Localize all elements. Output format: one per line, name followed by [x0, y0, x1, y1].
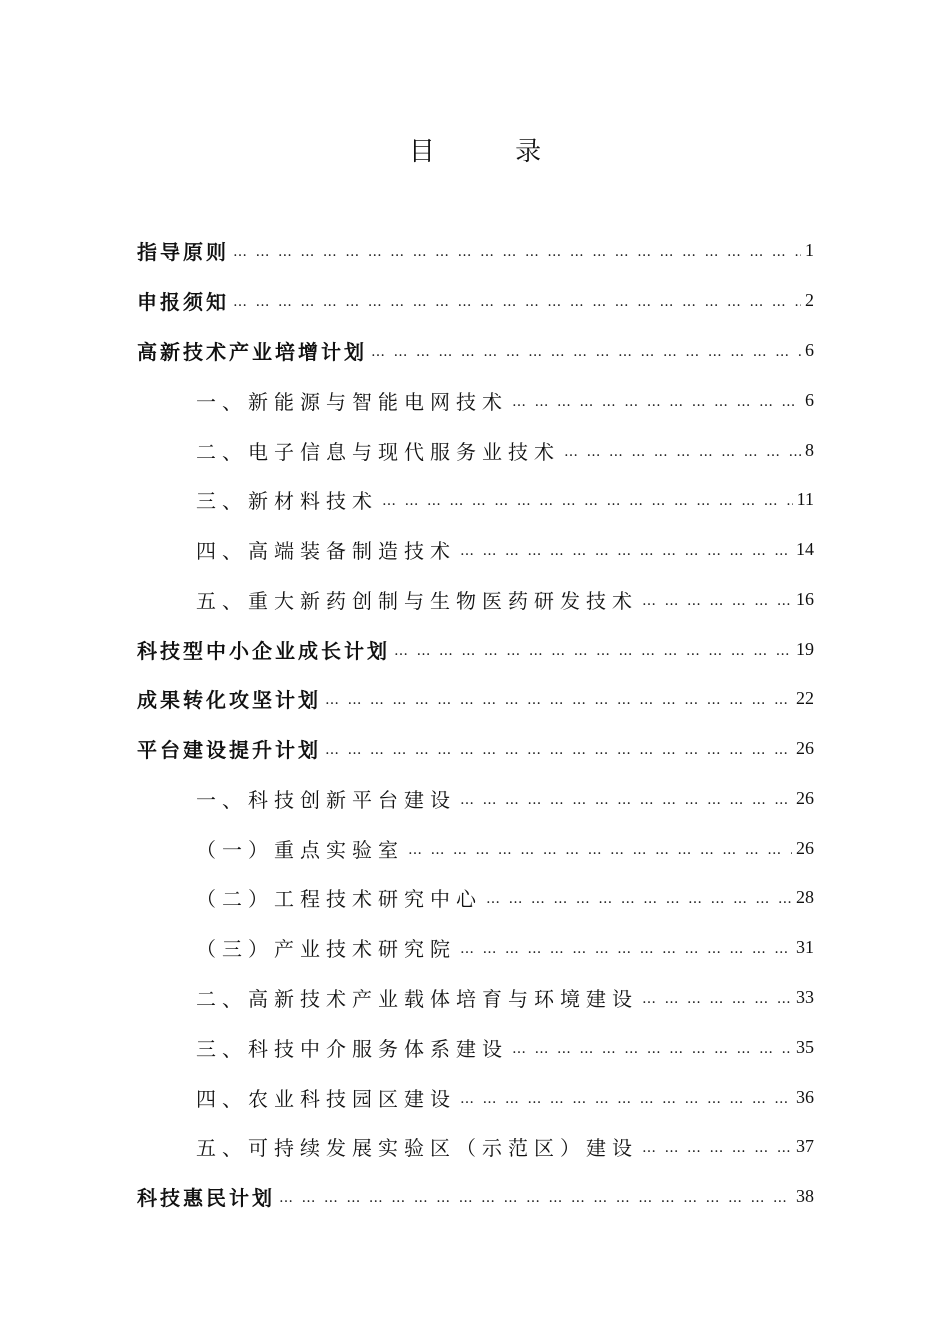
toc-page-number: 6 [805, 389, 814, 410]
toc-entry-label: 四、高端装备制造技术 [196, 538, 456, 563]
dot-leader [325, 742, 792, 758]
toc-entry-label: 四、农业科技园区建设 [196, 1086, 456, 1111]
toc-entry[interactable] [196, 1030, 814, 1064]
dot-leader [460, 941, 792, 957]
toc-entry[interactable] [137, 681, 814, 715]
toc-page-number: 26 [796, 837, 814, 858]
dot-leader [512, 394, 801, 410]
toc-entry[interactable] [196, 433, 814, 467]
toc-entry-label: 二、高新技术产业载体培育与环境建设 [196, 986, 638, 1011]
toc-entry-label: 高新技术产业培增计划 [137, 339, 367, 364]
dot-leader [460, 792, 792, 808]
toc-page-number: 19 [796, 638, 814, 659]
dot-leader [512, 1041, 792, 1057]
dot-leader [642, 1140, 792, 1156]
toc-entry[interactable] [196, 930, 814, 964]
dot-leader [486, 891, 792, 907]
dot-leader [642, 991, 792, 1007]
toc-entry[interactable] [137, 731, 814, 765]
toc-entry[interactable] [137, 1179, 814, 1213]
toc-page-number: 26 [796, 787, 814, 808]
toc-entry[interactable] [196, 582, 814, 616]
toc-entry[interactable] [196, 880, 814, 914]
dot-leader [279, 1190, 792, 1206]
dot-leader [564, 444, 801, 460]
dot-leader [394, 643, 792, 659]
toc-entry-label: 一、科技创新平台建设 [196, 787, 456, 812]
dot-leader [233, 294, 801, 310]
toc-entry-label: 科技型中小企业成长计划 [137, 638, 390, 663]
toc-entry-label: （二）工程技术研究中心 [196, 886, 482, 911]
toc-entry-label: 一、新能源与智能电网技术 [196, 389, 508, 414]
toc-page-number: 8 [805, 439, 814, 460]
toc-page-number: 26 [796, 737, 814, 758]
toc-entry[interactable] [196, 980, 814, 1014]
toc-page-number: 16 [796, 588, 814, 609]
toc-entry[interactable] [137, 333, 814, 367]
toc-page-number: 28 [796, 886, 814, 907]
toc-page-number: 37 [796, 1135, 814, 1156]
toc-entry[interactable] [137, 283, 814, 317]
dot-leader [371, 344, 801, 360]
dot-leader [233, 244, 801, 260]
toc-entry-label: 平台建设提升计划 [137, 737, 321, 762]
toc-page-number: 1 [805, 239, 814, 260]
toc-page-number: 22 [796, 687, 814, 708]
toc-entry[interactable] [196, 383, 814, 417]
dot-leader [460, 1091, 792, 1107]
toc-entry-label: 五、可持续发展实验区（示范区）建设 [196, 1135, 638, 1160]
toc-entry-label: 五、重大新药创制与生物医药研发技术 [196, 588, 638, 613]
toc-entry-label: 科技惠民计划 [137, 1185, 275, 1210]
toc-page-number: 2 [805, 289, 814, 310]
dot-leader [642, 593, 792, 609]
toc-page-number: 38 [796, 1185, 814, 1206]
toc-page-number: 36 [796, 1086, 814, 1107]
toc-entry[interactable] [196, 532, 814, 566]
toc-page-number: 33 [796, 986, 814, 1007]
toc-entry[interactable] [196, 781, 814, 815]
toc-entry-label: （一）重点实验室 [196, 837, 404, 862]
toc-entry[interactable] [196, 482, 814, 516]
toc-entry-label: 申报须知 [137, 289, 229, 314]
toc-entry[interactable] [196, 1129, 814, 1163]
toc-entry[interactable] [196, 831, 814, 865]
toc-entry[interactable] [137, 632, 814, 666]
toc-page-number: 14 [796, 538, 814, 559]
toc-page-number: 31 [796, 936, 814, 957]
dot-leader [382, 493, 793, 509]
dot-leader [408, 842, 792, 858]
toc-page-number: 35 [796, 1036, 814, 1057]
toc-entry-label: 成果转化攻坚计划 [137, 687, 321, 712]
toc-entry-label: 三、科技中介服务体系建设 [196, 1036, 508, 1061]
toc-page-number: 11 [796, 488, 814, 509]
page-title: 目 录 [408, 137, 578, 167]
toc-entry-label: （三）产业技术研究院 [196, 936, 456, 961]
toc-entry-label: 二、电子信息与现代服务业技术 [196, 439, 560, 464]
dot-leader [460, 543, 792, 559]
toc-entry-label: 三、新材料技术 [196, 488, 378, 513]
dot-leader [325, 692, 792, 708]
toc-entry[interactable] [137, 233, 814, 267]
toc-entry[interactable] [196, 1080, 814, 1114]
toc-entry-label: 指导原则 [137, 239, 229, 264]
toc-page-number: 6 [805, 339, 814, 360]
